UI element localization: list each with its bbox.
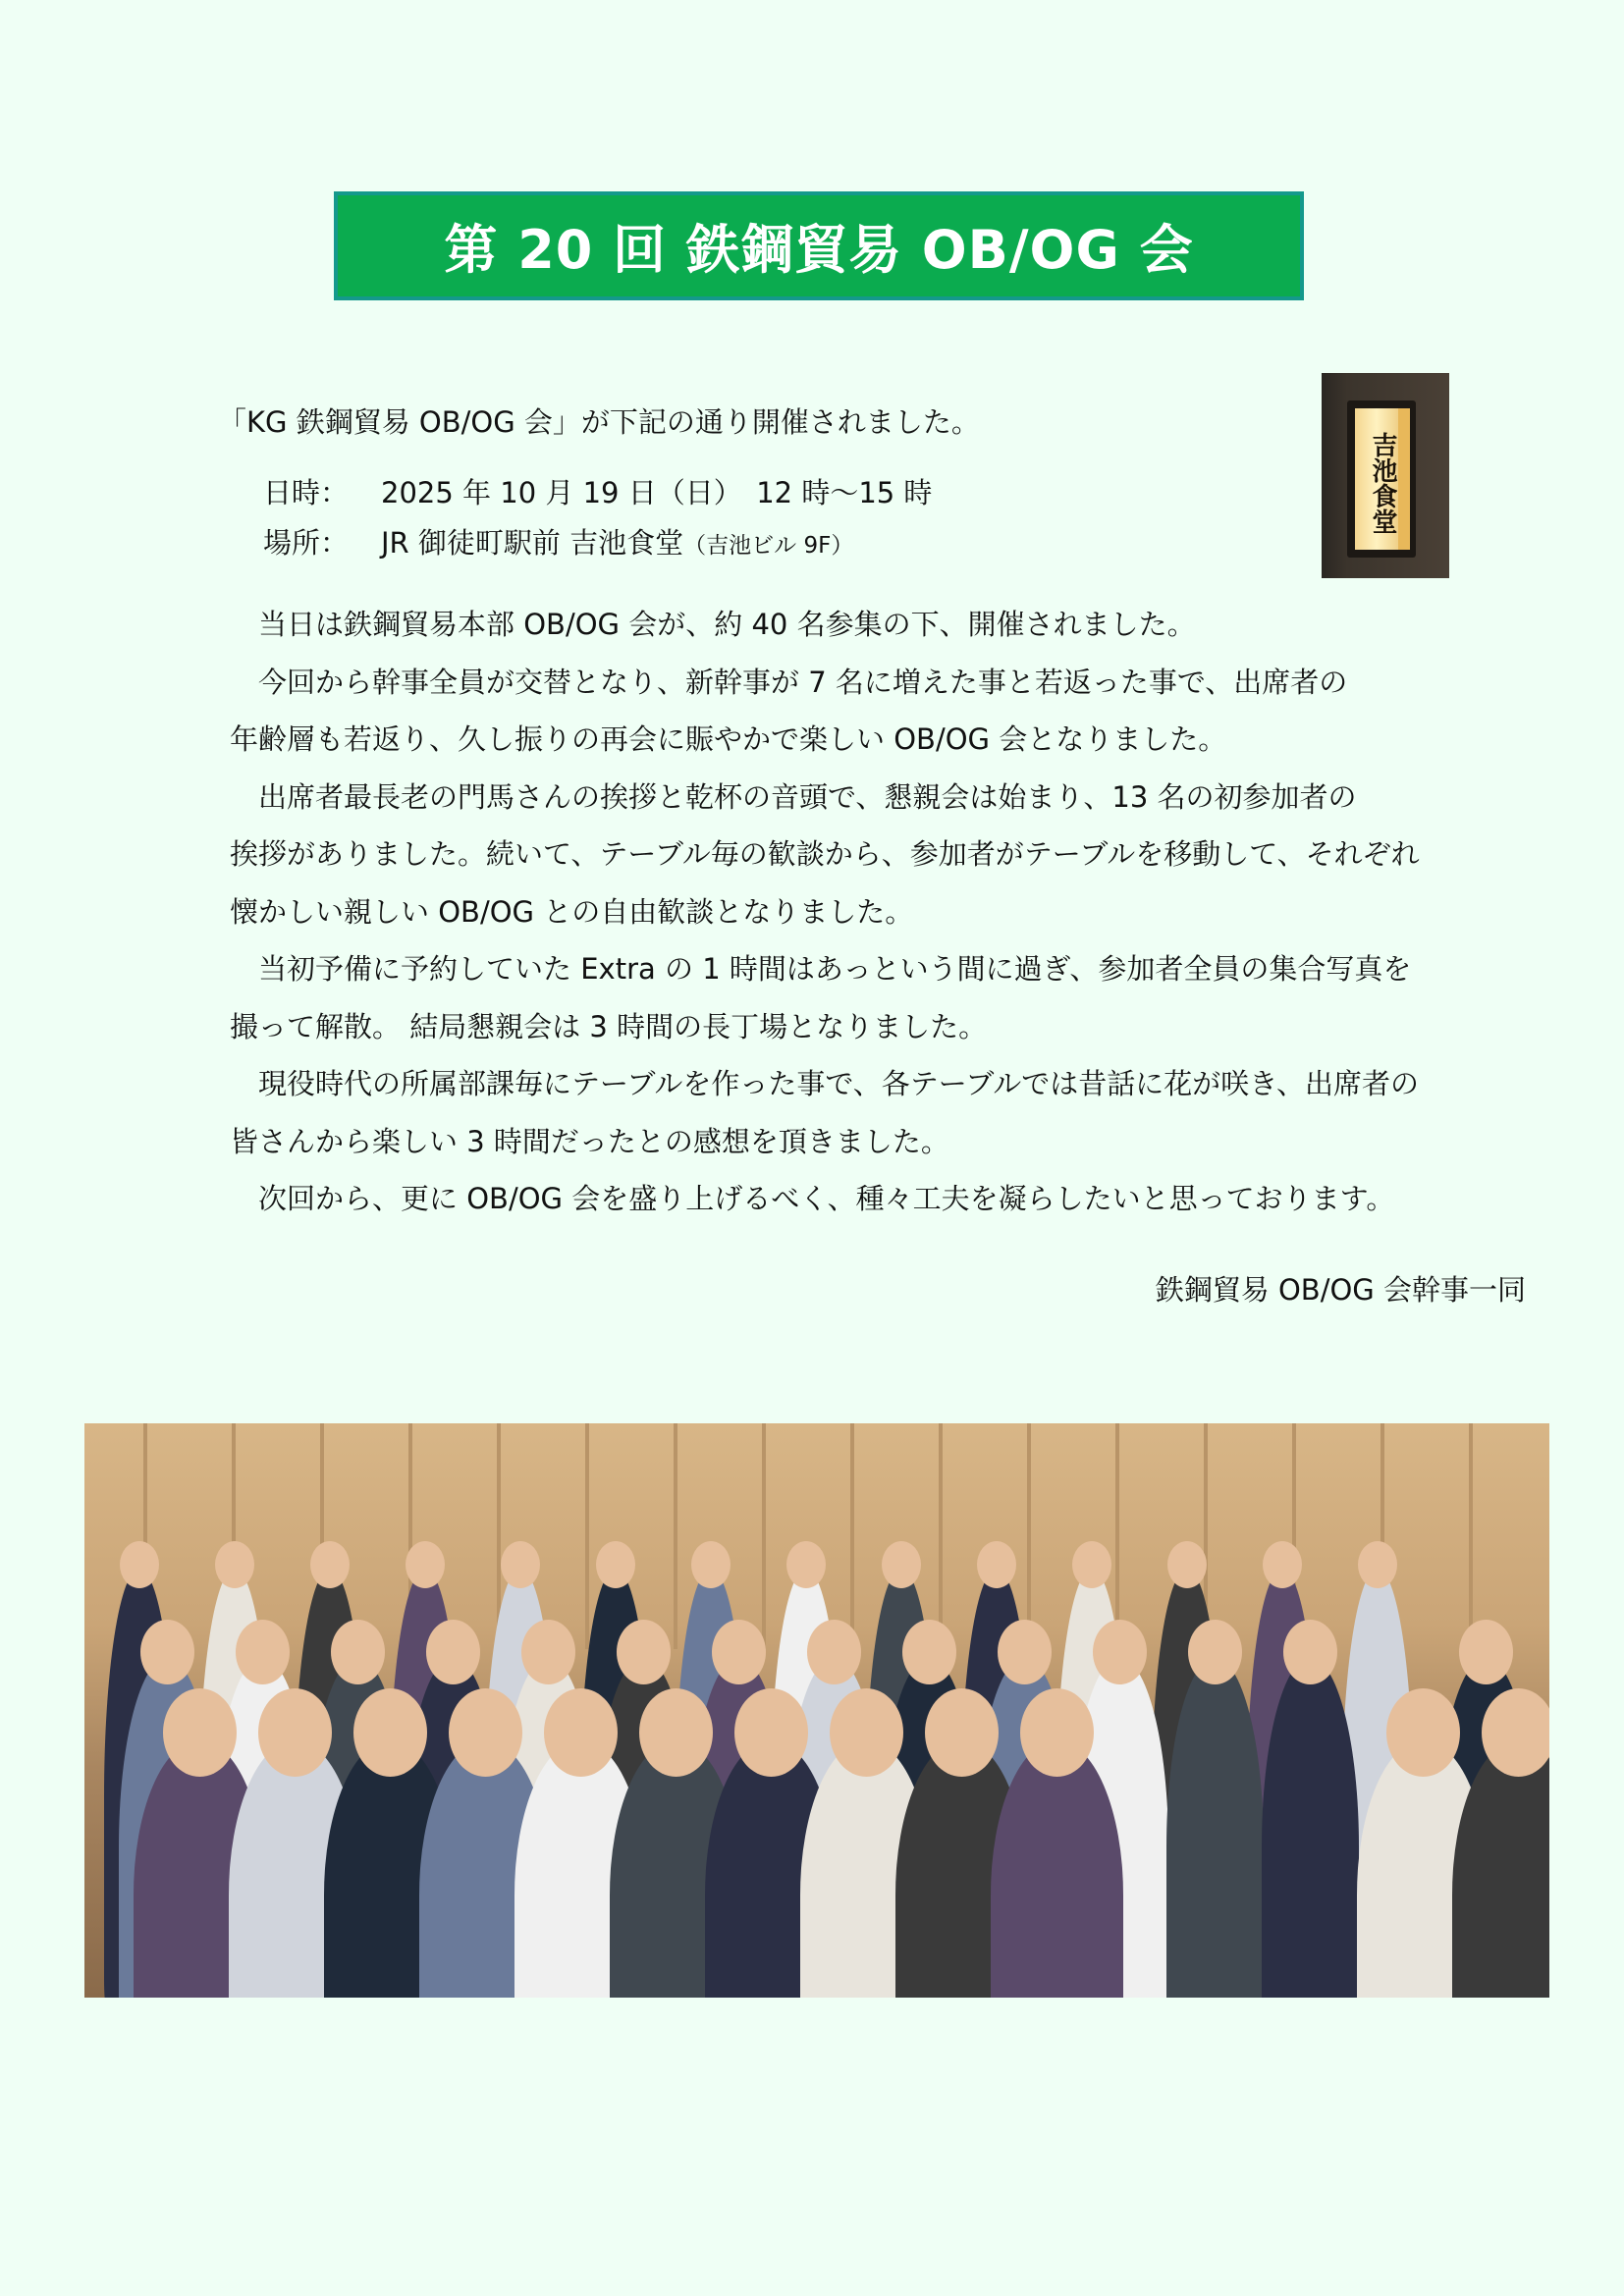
person-head — [544, 1688, 618, 1777]
place-row — [381, 521, 853, 561]
person-head — [163, 1688, 237, 1777]
person-head — [406, 1541, 445, 1588]
person-head — [215, 1541, 254, 1588]
wall-panel — [1115, 1423, 1119, 1649]
sign-text: 吉池食堂 — [1368, 432, 1397, 534]
wall-panel — [674, 1423, 677, 1649]
person-head — [1358, 1541, 1397, 1588]
place-label: 場所： — [263, 526, 350, 560]
person-head — [786, 1541, 826, 1588]
person-head — [236, 1620, 290, 1684]
person-head — [1459, 1620, 1513, 1684]
person-head — [902, 1620, 956, 1684]
person-head — [1386, 1688, 1460, 1777]
person-head — [807, 1620, 861, 1684]
person-head — [521, 1620, 575, 1684]
person-head — [1263, 1541, 1302, 1588]
datetime-value: 2025 年 10 月 19 日（日） 12 時～15 時 — [381, 476, 933, 509]
person-head — [977, 1541, 1016, 1588]
person-head — [258, 1688, 332, 1777]
person-head — [712, 1620, 766, 1684]
person-head — [426, 1620, 480, 1684]
person-head — [617, 1620, 671, 1684]
person-head — [1283, 1620, 1337, 1684]
person-head — [310, 1541, 350, 1588]
body-line: 次回から、更に OB/OG 会を盛り上げるべく、種々工夫を凝らしたいと思っております。 — [230, 1182, 1395, 1215]
person-head — [353, 1688, 427, 1777]
person-head — [998, 1620, 1052, 1684]
wall-panel — [1469, 1423, 1473, 1649]
wall-panel — [1027, 1423, 1031, 1649]
person-head — [120, 1541, 159, 1588]
person-head — [1072, 1541, 1111, 1588]
person-head — [830, 1688, 903, 1777]
person-head — [691, 1541, 731, 1588]
title-banner — [334, 191, 1304, 300]
signature: 鉄鋼貿易 OB/OG 会幹事一同 — [1155, 1273, 1526, 1307]
page-title: 第 20 回 鉄鋼貿易 OB/OG 会 — [444, 219, 1194, 281]
group-photo — [84, 1423, 1549, 1998]
place-note: （吉池ビル 9F） — [683, 533, 854, 559]
person-head — [1482, 1688, 1549, 1777]
wall-panel — [939, 1423, 943, 1649]
person-head — [1167, 1541, 1207, 1588]
wall-panel — [762, 1423, 766, 1649]
person-head — [1093, 1620, 1147, 1684]
wall-panel — [850, 1423, 854, 1649]
body-line: 今回から幹事全員が交替となり、新幹事が 7 名に増えた事と若返った事で、出席者の — [230, 665, 1348, 699]
body-line: 現役時代の所属部課毎にテーブルを作った事で、各テーブルでは昔話に花が咲き、出席者の — [230, 1067, 1420, 1100]
place-value: JR 御徒町駅前 吉池食堂 — [381, 526, 684, 560]
restaurant-sign-photo — [1322, 373, 1449, 578]
body-line: 撮って解散。 結局懇親会は 3 時間の長丁場となりました。 — [230, 1009, 988, 1043]
body-line: 当初予備に予約していた Extra の 1 時間はあっという間に過ぎ、参加者全員の集合写真を — [230, 952, 1412, 986]
person-head — [882, 1541, 921, 1588]
person-head — [501, 1541, 540, 1588]
person-head — [734, 1688, 808, 1777]
body-line: 年齢層も若返り、久し振りの再会に賑やかで楽しい OB/OG 会となりました。 — [230, 722, 1227, 756]
body-line: 挨拶がありました。続いて、テーブル毎の歓談から、参加者がテーブルを移動して、それぞれ — [230, 837, 1420, 871]
person-head — [449, 1688, 522, 1777]
body-line: 当日は鉄鋼貿易本部 OB/OG 会が、約 40 名参集の下、開催されました。 — [230, 608, 1196, 641]
person-head — [1020, 1688, 1094, 1777]
person-head — [1188, 1620, 1242, 1684]
person-head — [639, 1688, 713, 1777]
person-head — [140, 1620, 194, 1684]
person-head — [596, 1541, 635, 1588]
datetime-label: 日時： — [263, 476, 350, 509]
person-head — [331, 1620, 385, 1684]
intro-text: 「KG 鉄鋼貿易 OB/OG 会」が下記の通り開催されました。 — [218, 405, 980, 439]
person-head — [925, 1688, 999, 1777]
body-line: 懐かしい親しい OB/OG との自由歓談となりました。 — [230, 894, 914, 929]
body-line: 出席者最長老の門馬さんの挨拶と乾杯の音頭で、懇親会は始まり、13 名の初参加者の — [230, 779, 1357, 814]
body-line: 皆さんから楽しい 3 時間だったとの感想を頂きました。 — [230, 1124, 949, 1158]
wall-panel — [585, 1423, 589, 1649]
